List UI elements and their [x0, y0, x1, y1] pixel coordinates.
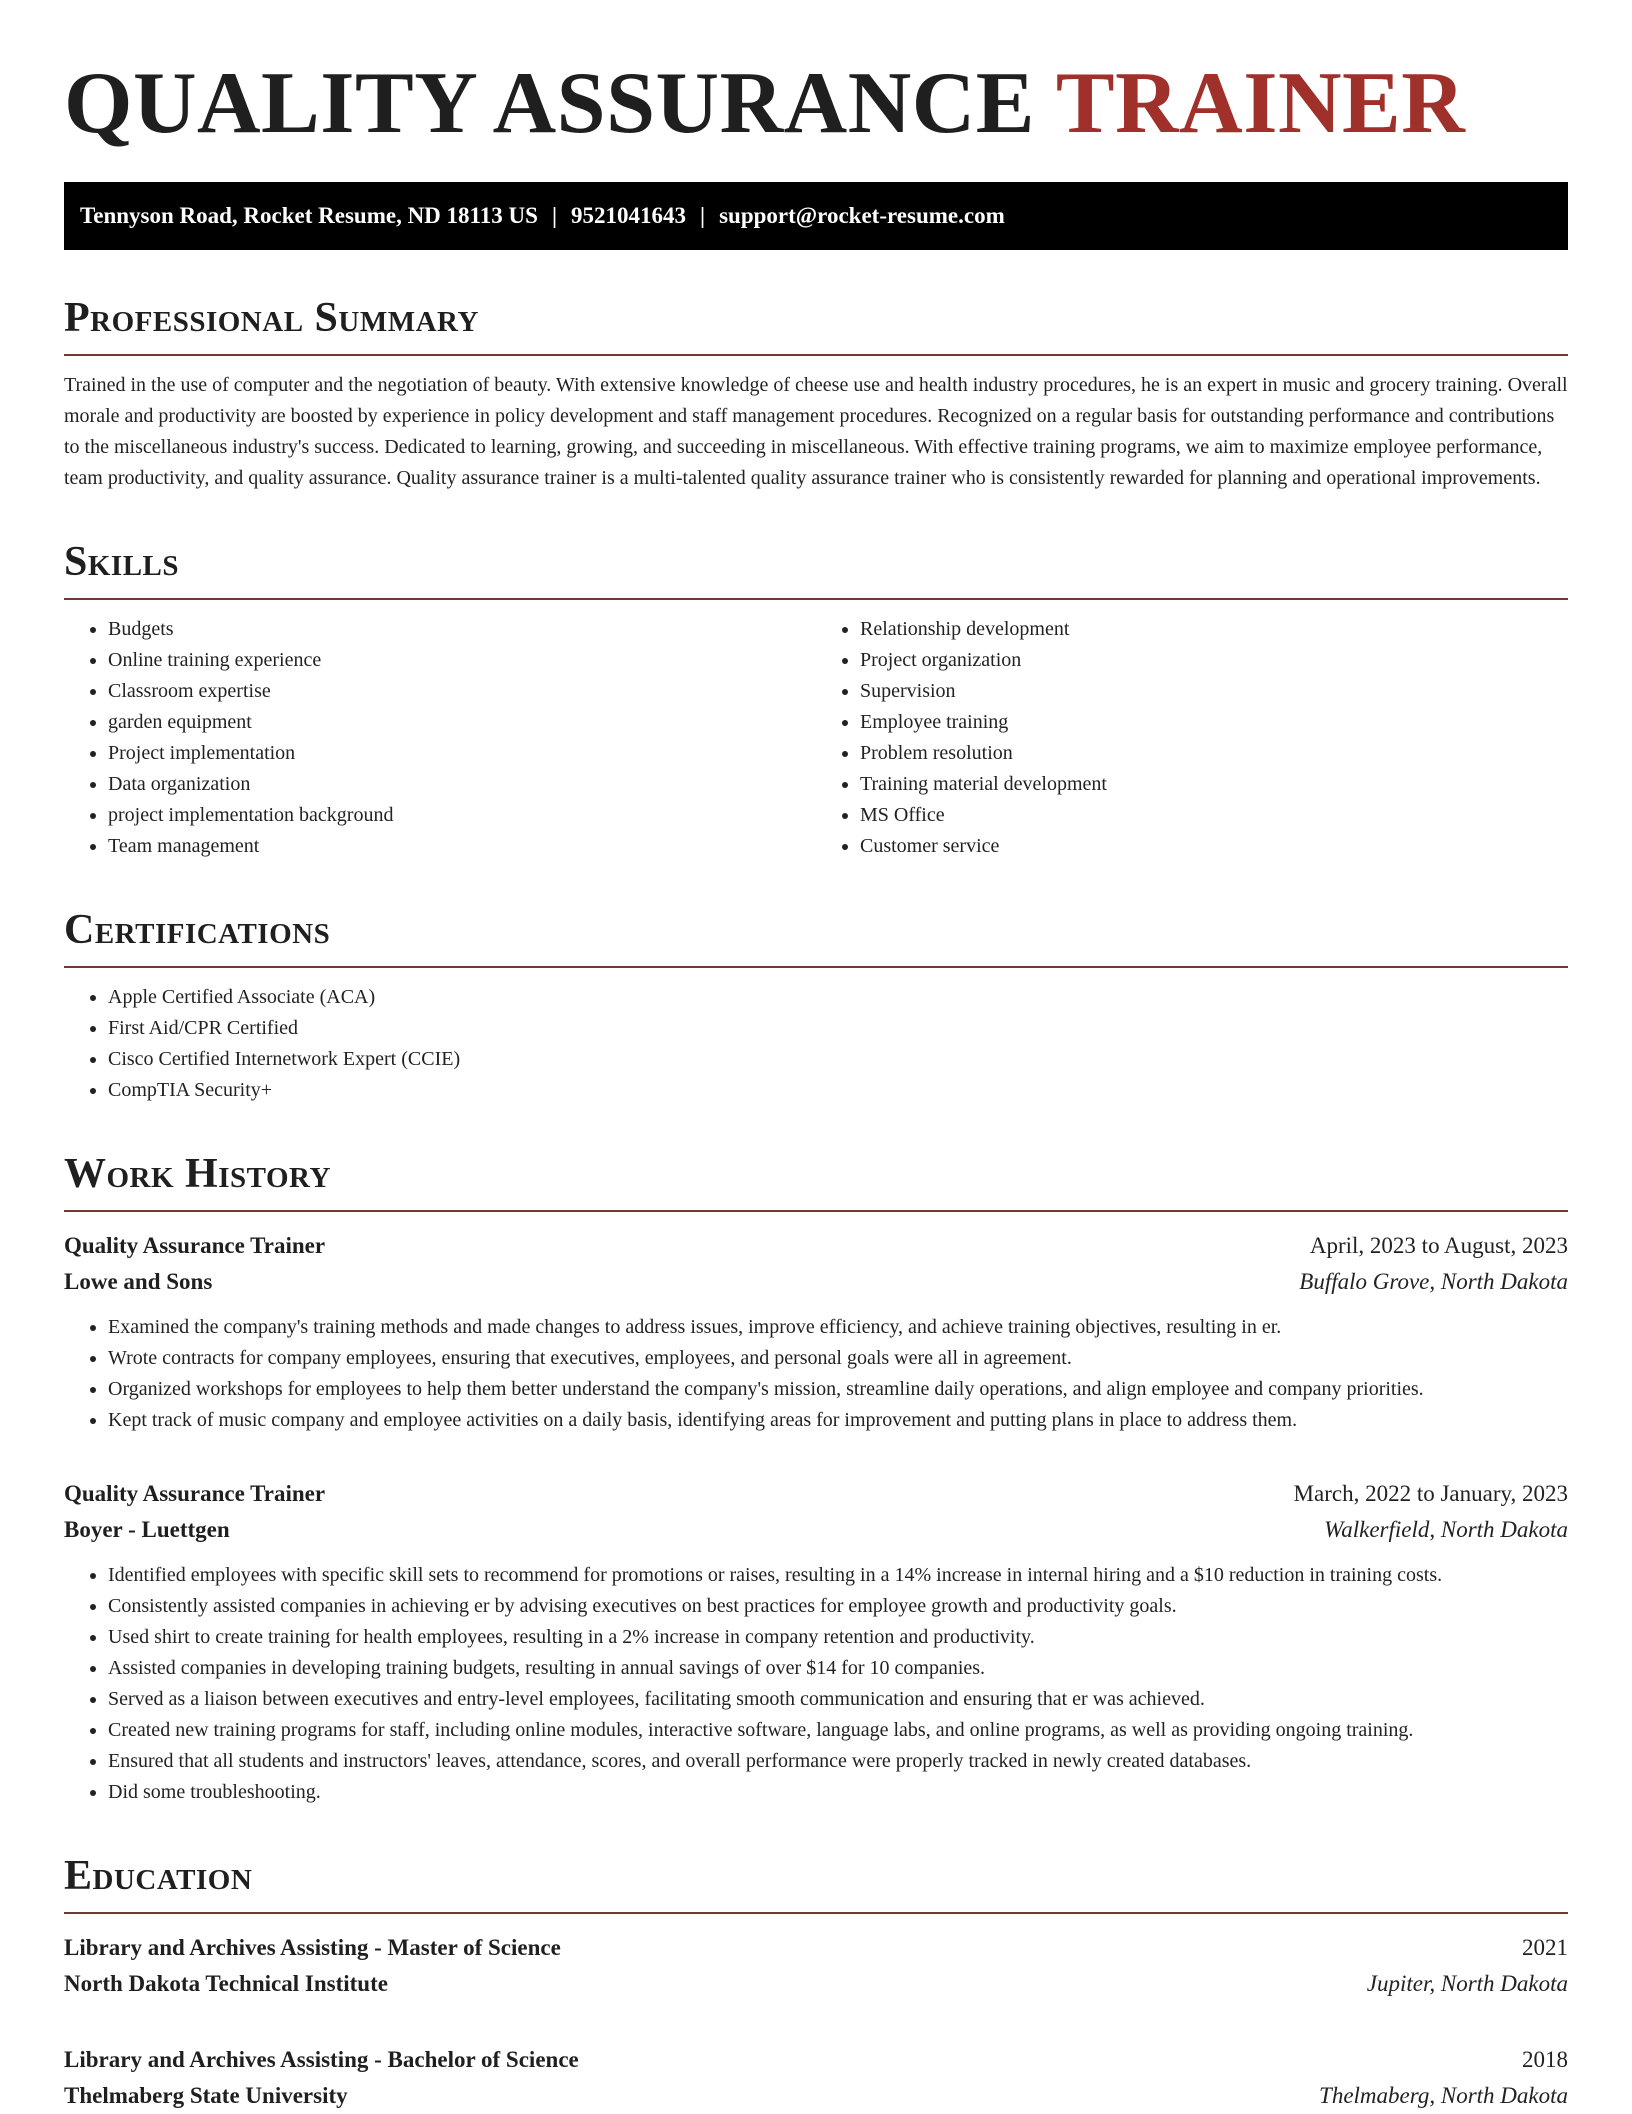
job-bullet: • Kept track of music company and employee activities on a daily basis, identifying areas for improvement and putting plans in place to address them. — [108, 1405, 1568, 1436]
skill-item: • MS Office — [860, 800, 1568, 831]
job-company: Lowe and Sons — [64, 1269, 213, 1294]
job-company-row — [64, 1264, 1568, 1300]
job-company: Boyer - Luettgen — [64, 1517, 230, 1542]
skill-item: • Data organization — [108, 769, 816, 800]
skills-list-right — [816, 614, 1568, 862]
skill-item: • Training material development — [860, 769, 1568, 800]
contact-separator: | — [551, 203, 558, 228]
skills-grid — [64, 614, 1568, 862]
summary-section — [64, 294, 1568, 494]
job-bullet: • Consistently assisted companies in achieving er by advising executives on best practices for employee growth and productivity goals. — [108, 1591, 1568, 1622]
certifications-heading: Certifications — [64, 906, 1568, 968]
education-degree-row — [64, 1930, 1568, 1966]
job-bullet: • Ensured that all students and instructors' leaves, attendance, scores, and overall performance were properly tracked in newly created databases. — [108, 1746, 1568, 1777]
job-bullet: • Served as a liaison between executives and entry-level employees, facilitating smooth communication and ensuring that er was achieved. — [108, 1684, 1568, 1715]
skills-heading: Skills — [64, 538, 1568, 600]
summary-heading: Professional Summary — [64, 294, 1568, 356]
education-school-row — [64, 2078, 1568, 2114]
work-history-section — [64, 1150, 1568, 1808]
education-entry — [64, 1930, 1568, 2002]
contact-bar — [64, 182, 1568, 250]
education-degree-row — [64, 2042, 1568, 2078]
skill-item: • Classroom expertise — [108, 676, 816, 707]
title-primary: QUALITY ASSURANCE — [64, 55, 1035, 152]
skill-item: • Team management — [108, 831, 816, 862]
certification-item: • CompTIA Security+ — [108, 1075, 1568, 1106]
skill-item: • Project implementation — [108, 738, 816, 769]
resume-title — [64, 48, 1568, 160]
skills-list-left — [64, 614, 816, 862]
job-location: Buffalo Grove, North Dakota — [1299, 1269, 1568, 1294]
education-school: North Dakota Technical Institute — [64, 1971, 388, 1996]
job-entry — [64, 1228, 1568, 1436]
education-school: Thelmaberg State University — [64, 2083, 348, 2108]
contact-address: Tennyson Road, Rocket Resume, ND 18113 US — [80, 203, 538, 228]
certifications-list — [64, 982, 1568, 1106]
skill-item: • Online training experience — [108, 645, 816, 676]
contact-phone: 9521041643 — [571, 203, 687, 228]
job-bullets — [64, 1312, 1568, 1436]
job-bullets — [64, 1560, 1568, 1808]
education-school-row — [64, 1966, 1568, 2002]
education-section — [64, 1852, 1568, 2114]
job-dates: March, 2022 to January, 2023 — [1293, 1481, 1568, 1506]
contact-separator: | — [700, 203, 706, 228]
work-history-heading: Work History — [64, 1150, 1568, 1212]
skill-item: • Customer service — [860, 831, 1568, 862]
education-degree: Library and Archives Assisting - Master of Science — [64, 1935, 561, 1960]
job-bullet: • Examined the company's training methods and made changes to address issues, improve efficiency, and achieve training objectives, resulting in er. — [108, 1312, 1568, 1343]
skill-item: • Supervision — [860, 676, 1568, 707]
summary-text: Trained in the use of computer and the negotiation of beauty. With extensive knowledge of cheese use and health industry procedures, he is an expert in music and grocery training. Overall morale and productivity are boosted by experience in policy development and staff management procedures. Recognized on a regular basis for outstanding performance and contributions to the miscellaneous industry's success. Dedicated to learning, growing, and succeeding in miscellaneous. With effective training programs, we aim to maximize employee performance, team productivity, and quality assurance. Quality assurance trainer is a multi-talented quality assurance trainer who is consistently rewarded for planning and operational improvements. — [64, 374, 1568, 489]
education-year: 2018 — [1522, 2047, 1568, 2072]
education-entry — [64, 2042, 1568, 2114]
job-entry — [64, 1476, 1568, 1808]
skills-section — [64, 538, 1568, 862]
certifications-section — [64, 906, 1568, 1106]
skill-item: • Relationship development — [860, 614, 1568, 645]
job-bullet: • Wrote contracts for company employees, ensuring that executives, employees, and personal goals were all in agreement. — [108, 1343, 1568, 1374]
education-heading: Education — [64, 1852, 1568, 1914]
skill-item: • project implementation background — [108, 800, 816, 831]
education-location: Jupiter, North Dakota — [1366, 1971, 1568, 1996]
certification-item: • Apple Certified Associate (ACA) — [108, 982, 1568, 1013]
education-year: 2021 — [1522, 1935, 1568, 1960]
skill-item: • Employee training — [860, 707, 1568, 738]
certification-item: • First Aid/CPR Certified — [108, 1013, 1568, 1044]
job-header-row — [64, 1476, 1568, 1512]
job-header-row — [64, 1228, 1568, 1264]
title-accent: TRAINER — [1055, 55, 1466, 152]
education-location: Thelmaberg, North Dakota — [1319, 2083, 1568, 2108]
job-title: Quality Assurance Trainer — [64, 1233, 326, 1258]
job-title: Quality Assurance Trainer — [64, 1481, 326, 1506]
job-bullet: • Did some troubleshooting. — [108, 1777, 1568, 1808]
skill-item: • Budgets — [108, 614, 816, 645]
education-degree: Library and Archives Assisting - Bachelor of Science — [64, 2047, 579, 2072]
job-company-row — [64, 1512, 1568, 1548]
skill-item: • Project organization — [860, 645, 1568, 676]
job-dates: April, 2023 to August, 2023 — [1309, 1233, 1568, 1258]
skill-item: • Problem resolution — [860, 738, 1568, 769]
job-bullet: • Used shirt to create training for health employees, resulting in a 2% increase in company retention and productivity. — [108, 1622, 1568, 1653]
job-bullet: • Identified employees with specific skill sets to recommend for promotions or raises, resulting in a 14% increase in internal hiring and a $10 reduction in training costs. — [108, 1560, 1568, 1591]
certification-item: • Cisco Certified Internetwork Expert (CCIE) — [108, 1044, 1568, 1075]
job-bullet: • Assisted companies in developing training budgets, resulting in annual savings of over $14 for 10 companies. — [108, 1653, 1568, 1684]
job-bullet: • Created new training programs for staff, including online modules, interactive software, language labs, and online programs, as well as providing ongoing training. — [108, 1715, 1568, 1746]
job-location: Walkerfield, North Dakota — [1324, 1517, 1568, 1542]
contact-email: support@rocket-resume.com — [719, 203, 1005, 228]
skill-item: • garden equipment — [108, 707, 816, 738]
job-bullet: • Organized workshops for employees to help them better understand the company's mission, streamline daily operations, and align employee and company priorities. — [108, 1374, 1568, 1405]
